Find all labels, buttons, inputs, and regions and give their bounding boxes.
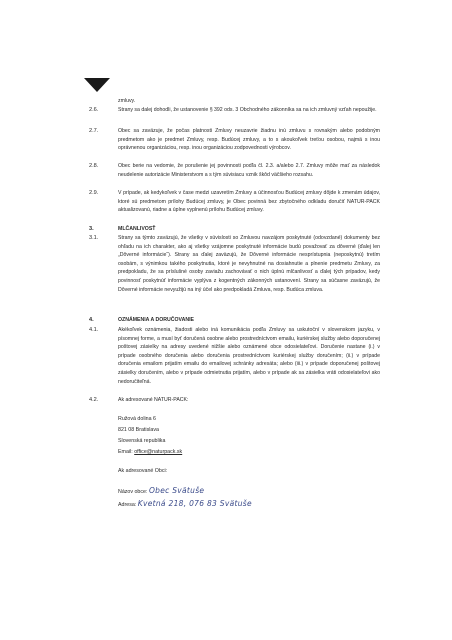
obec-name-handwritten: Obec Svätuše <box>148 486 205 495</box>
section-title: OZNÁMENIA A DORUČOVANIE <box>118 317 194 323</box>
natur-country: Slovenská republika <box>118 438 166 444</box>
clause-number: 2.9. <box>89 190 99 196</box>
section-number: 4. <box>89 317 94 323</box>
obec-name-row <box>118 486 204 498</box>
page-fold-mark <box>84 78 110 92</box>
clause-number: 2.7. <box>89 128 99 134</box>
clause-number: 2.6. <box>89 107 99 113</box>
clause-number: 2.8. <box>89 163 99 169</box>
natur-street: Ružová dolina 6 <box>118 416 156 422</box>
clause-text: Akékoľvek oznámenia, žiadosti alebo iná komunikácia podľa Zmluvy sa uskutoční v slovenskom jazyku, v písomnej forme, a musí byť doručená osobne alebo prostredníctvom emailu, kuriérskej služby alebo doporučenej poštovej zásielky na adresy uvedené nižšie alebo oznámené obce odosielateľovi. Doručenie nastane (i.) v prípade osobného doručenia alebo doručenia prostredníctvom kuriérskej služby doručením; (ii.) v prípade doručenia emailom prijatím emailu do emailovej schránky adresáta; alebo (iii.) v prípade doporučenej poštovej zásielky doručením, alebo v prípade odmietnutia prijatím, alebo v prípade ak sa zásielka vráti odosielateľovi ako nedoručiteľná. <box>118 327 380 385</box>
obec-intro: Ak adresované Obci: <box>118 468 168 474</box>
obec-address-label: Adresa: <box>118 502 137 508</box>
lead-text: zmluvy. <box>118 98 136 104</box>
section-title: MLČANLIVOSŤ <box>118 226 156 232</box>
clause-text: Ak adresované NATUR-PACK: <box>118 397 189 403</box>
obec-name-label: Názov obce: <box>118 489 148 495</box>
clause-text: V prípade, ak kedykoľvek v čase medzi uzavretím Zmluvy a účinnosťou Budúcej zmluvy dôjde k zmenám údajov, ktoré sú predmetom prílohy Budúcej zmluvy, je Obec povinná bez zbytočného odkladu doručiť NATUR-PACK aktualizovanú, riadne a úplne vyplnenú prílohu Budúcej zmluvy. <box>118 190 380 214</box>
clause-text: Obec berie na vedomie, že porušenie jej povinnosti podľa čl. 2.3. a/alebo 2.7. Zmluvy môže mať za následok neudelenie autorizácie Ministerstvom a s tým súvisiacu vznik škôd väčšieho rozsahu. <box>118 163 380 178</box>
obec-address-handwritten: Kvetná 218, 076 83 Svätuše <box>137 499 252 508</box>
natur-email-row <box>118 447 182 458</box>
email-label: Email: <box>118 449 133 455</box>
section-number: 3. <box>89 226 94 232</box>
clause-number: 3.1. <box>89 235 99 241</box>
clause-text: Strany sa dalej dohodli, že ustanovenie § 392 ods. 3 Obchodného zákonníka sa na ich zmluvný vzťah nepoužije. <box>118 107 377 113</box>
obec-address-row <box>118 499 252 511</box>
email-link[interactable]: office@naturpack.sk <box>134 449 183 455</box>
clause-text: Strany sa týmto zaväzujú, že všetky v súvislosti so Zmluvou navzájom poskytnuté (odovzdané) dokumenty bez ohľadu na ich charakter, ako aj všetky vzájomne poskytnuté informácie budú považovať za dôverné (ďalej len „Dôverné informácie“). Strany sa ďalej zaväzujú, že Dôverné informácie nesprístupnia (neposkytnú) tretím osobám, s výnimkou takého poskytnutia, ktoré je nevyhnutné na dosiahnutie a plnenie predmetu Zmluvy, za predpokladu, že sa príslušné osoby zaviažu zachovávať o nich úplnú mlčanlivosť a ďalej tých prípadov, kedy povinnosť poskytnúť informácie vyplýva z kogentných zákonných ustanovení. Strany sa súčasne zaväzujú, že Dôverné informácie nevyužijú na iný účel ako predpokladá Zmluva, resp. Budúca zmluva. <box>118 235 380 293</box>
clause-text: Obec sa zaväzuje, že počas platnosti Zmluvy neuzavrie žiadnu inú zmluvu s rovnakým alebo podobným predmetom ako je predmet Zmluvy, resp. Budúcej zmluvy, a to s akoukoľvek treťou osobou, najmä s inou oprávnenou organizáciou, resp. inou organizáciou zodpovednosti výrobcov. <box>118 128 380 152</box>
natur-city: 821 08 Bratislava <box>118 427 159 433</box>
clause-number: 4.1. <box>89 327 99 333</box>
clause-number: 4.2. <box>89 397 99 403</box>
